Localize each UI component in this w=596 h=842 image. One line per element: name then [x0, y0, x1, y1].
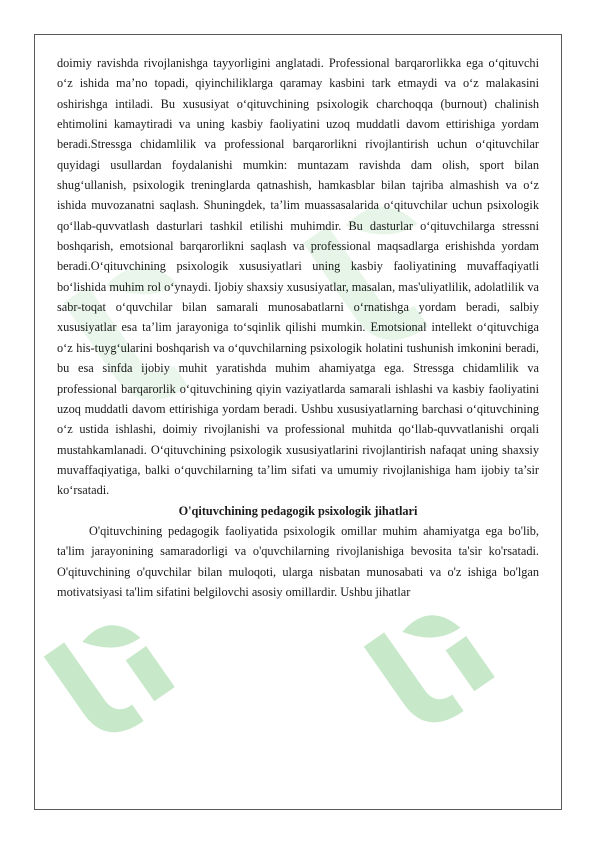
section-heading: O'qituvchining pedagogik psixologik jihatlari: [178, 503, 418, 518]
document-body: [57, 53, 539, 602]
body-paragraph: O'qituvchining pedagogik faoliyatida psixologik omillar muhim ahamiyatga ega bo'lib, ta'lim jarayonining samaradorligi va o'quvchilarning rivojlanishiga bevosita ta'sir ko'rsatadi. O'qituvchining o'quvchilar bilan muloqoti, ularga nisbatan munosabati va o'z ishiga bo'lgan motivatsiyasi ta'lim sifatini belgilovchi asosiy omillardir. Ushbu jihatlar: [57, 523, 539, 599]
body-paragraph: doimiy ravishda rivojlanishga tayyorligini anglatadi. Professional barqarorlikka ega o‘qituvchi o‘z ishida ma’no topadi, qiyinchiliklarga qaramay kasbini tark etmaydi va o‘z malakasini oshirishga intiladi. Bu xususiyat o‘qituvchining psixologik charchoqqa (burnout) chalinish ehtimolini kamaytiradi va uning kasbiy faoliyatini uzoq muddatli davom ettirishiga yordam beradi.Stressga chidamlilik va professional barqarorlikni rivojlantirish uchun o‘qituvchilar quyidagi usullardan foydalanishi mumkin: muntazam ravishda dam olish, sport bilan shug‘ullanish, psixologik treninglarda qatnashish, hamkasblar bilan tajriba almashish va o‘z ishida muvozanatni saqlash. Shuningdek, ta’lim muassasalarida o‘qituvchilar uchun psixologik qo‘llab-quvvatlash dasturlari tashkil etilishi muhimdir. Bu dasturlar o‘qituvchilarga stressni boshqarish, emotsional barqarorlikni saqlash va professional maqsadlarga erishishda yordam beradi.O‘qituvchining psixologik xususiyatlari uning kasbiy faoliyatining muvaffaqiyatli bo‘lishida muhim rol o‘ynaydi. Ijobiy shaxsiy xususiyatlar, masalan, mas'uliyatlilik, adolatlilik va sabr-toqat o‘quvchilar bilan samarali munosabatlarni o‘rnatishga yordam beradi, salbiy xususiyatlar esa ta’lim jarayoniga to‘sqinlik qilishi mumkin. Emotsional intellekt o‘qituvchiga o‘z his-tuyg‘ularini boshqarish va o‘quvchilarning psixologik holatini tushunish imkonini beradi, bu esa sinfda ijobiy muhit yaratishda muhim ahamiyatga ega. Stressga chidamlilik va professional barqarorlik o‘qituvchining qiyin vaziyatlarda samarali ishlashi va kasbiy faoliyatini uzoq muddatli davom ettirishiga yordam beradi. Ushbu xususiyatlarning barchasi o‘qituvchining o‘z ustida ishlashi, doimiy rivojlanishi va professional muhitda qo‘llab-quvvatlanishi orqali mustahkamlanadi. O‘qituvchining psixologik xususiyatlarini rivojlantirish nafaqat uning shaxsiy muvaffaqiyatiga, balki o‘quvchilarning ta’lim sifati va umumiy rivojlanishiga ham ijobiy ta’sir ko‘rsatadi.: [57, 56, 539, 498]
